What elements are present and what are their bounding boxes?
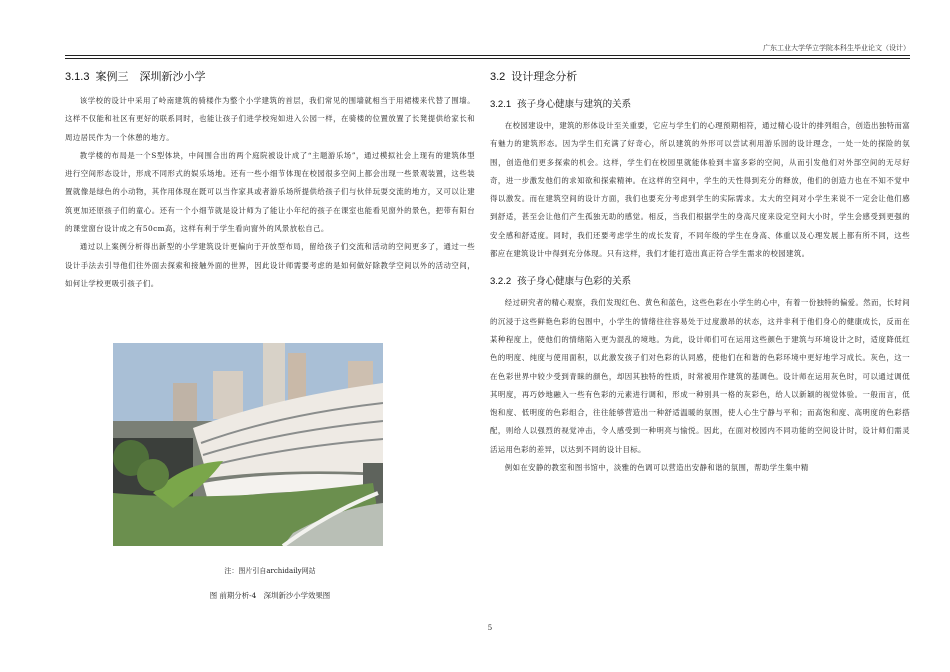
paragraph: 该学校的设计中采用了岭南建筑的骑楼作为整个小学建筑的首层，我们常见的围墙就相当于用裙楼来代替了围墙。这样不仅能和社区有更好的联系同时，也能让孩子们进学校宛如进入公园一样，在骑楼的位置放置了长凳提供给家长和周边居民作为一个休憩的地方。	[65, 96, 475, 142]
subsection-heading-3-2-2: 3.2.2 孩子身心健康与色彩的关系	[490, 276, 632, 288]
school-photo	[113, 343, 383, 546]
paragraph: 教学楼的布局是一个S型体块，中间围合出的两个庭院被设计成了“主题游乐场”，通过模拟社会上现有的建筑体型进行空间形态设计，形成不同形式的娱乐场地。还有一些小细节体现在校园很多空间上都会出现一些景观装置，这些装置就像是绿色的小动物，其作用体现在既可以当作家具或者游乐场所提供给孩子们与伙伴玩耍交流的地方，又可以让建筑更加还原孩子们的童心。还有一个小细节就是设计师为了能让小年纪的孩子在课室也能看见窗外的景色，把带有阳台的课堂窗台设计成之有50cm高，这样有利于学生看向窗外的风景放松自己。	[65, 150, 475, 234]
paragraph: 通过以上案例分析得出新型的小学建筑设计更偏向于开放型布局，留给孩子们交流和活动的空间更多了，通过一些设计手法去引导他们往外面去探索和接触外面的世界，因此设计师需要考虑的是如何做好除教学空间以外的活动空间，如何让学校更吸引孩子们。	[65, 242, 475, 288]
section-heading-3-2: 3.2 设计理念分析	[490, 70, 578, 83]
section-heading-3-1-3: 3.1.3 案例三 深圳新沙小学	[65, 70, 206, 83]
right-column	[490, 68, 910, 477]
paragraph: 在校园建设中，建筑的形体设计至关重要，它应与学生们的心理预期相符，通过精心设计的排列组合，创造出独特而富有魅力的建筑形态。因为学生们充满了好奇心，所以建筑的外形可以尝试利用游乐园的设计理念，一处一处的探险的氛围，创造他们更多探索的机会。这样，学生们在校园里就能体验到丰富多彩的空间，从而引发他们对外部空间的无尽好奇，进一步激发他们的求知欲和探索精神。在这样的空间中，学生的天性得到充分的释放，他们的创造力也在不知不觉中得以激发。而在建筑空间的设计方面，我们也要充分考虑到学生的实际需求。太大的空间对小学生来说不一定会让他们感到舒适，甚至会让他们产生孤独无助的感觉。相反，当我们根据学生的身高尺度来设定空间大小时，学生会感受到更强的安全感和舒适度。同时，我们还要考虑学生的成长发育，不同年级的学生在身高、体重以及心理发展上都有所不同，这些都应在建筑设计中得到充分体现。只有这样，我们才能打造出真正符合学生需求的校园建筑。	[490, 121, 910, 259]
page-header: 广东工业大学华立学院本科生毕业论文（设计）	[763, 44, 910, 52]
figure-note: 注：图片引自archidaily网站	[224, 567, 316, 575]
paragraph: 经过研究者的精心观察，我们发现红色、黄色和蓝色，这些色彩在小学生的心中，有着一份独特的偏爱。然而，长时间的沉浸于这些鲜艳色彩的包围中，小学生的情绪往往容易处于过度激昂的状态，这并非利于他们身心的健康成长，反而在某种程度上，使他们的情绪陷入更为混乱的境地。为此，设计师们可在运用这些颜色于建筑与环境设计之时，适度降低红色的明度、纯度与使用面积，以此激发孩子们对色彩的认同感，使他们在和谐的色彩环境中更好地学习成长。灰色，这一在色彩世界中较少受到青睐的颜色，却因其独特的性质，时常被用作建筑的基调色。设计师在运用灰色时，可以通过调低其明度，再巧妙地融入一些有色彩的元素进行调和，形成一种别具一格的灰彩色，给人以新颖的视觉体验。一般而言，低饱和度、低明度的色彩组合，往往能够营造出一种舒适温暖的氛围，使人心生宁静与平和；而高饱和度、高明度的色彩搭配，则给人以强烈的视觉冲击，令人感受到一种明亮与愉悦。因此，在面对校园内不同功能的空间设计时，设计师们需灵活运用色彩的差异，以达到不同的设计目标。	[490, 298, 910, 454]
header-rule	[65, 55, 910, 59]
subsection-heading-3-2-1: 3.2.1 孩子身心健康与建筑的关系	[490, 99, 632, 110]
figure-caption: 图 前期分析-4 深圳新沙小学效果图	[209, 591, 331, 600]
school-photo-illustration	[113, 343, 383, 546]
left-column	[65, 68, 475, 293]
page-number: 5	[487, 624, 493, 632]
paragraph: 例如在安静的教室和图书馆中，淡雅的色调可以营造出安静和谐的氛围，帮助学生集中精	[504, 463, 809, 473]
